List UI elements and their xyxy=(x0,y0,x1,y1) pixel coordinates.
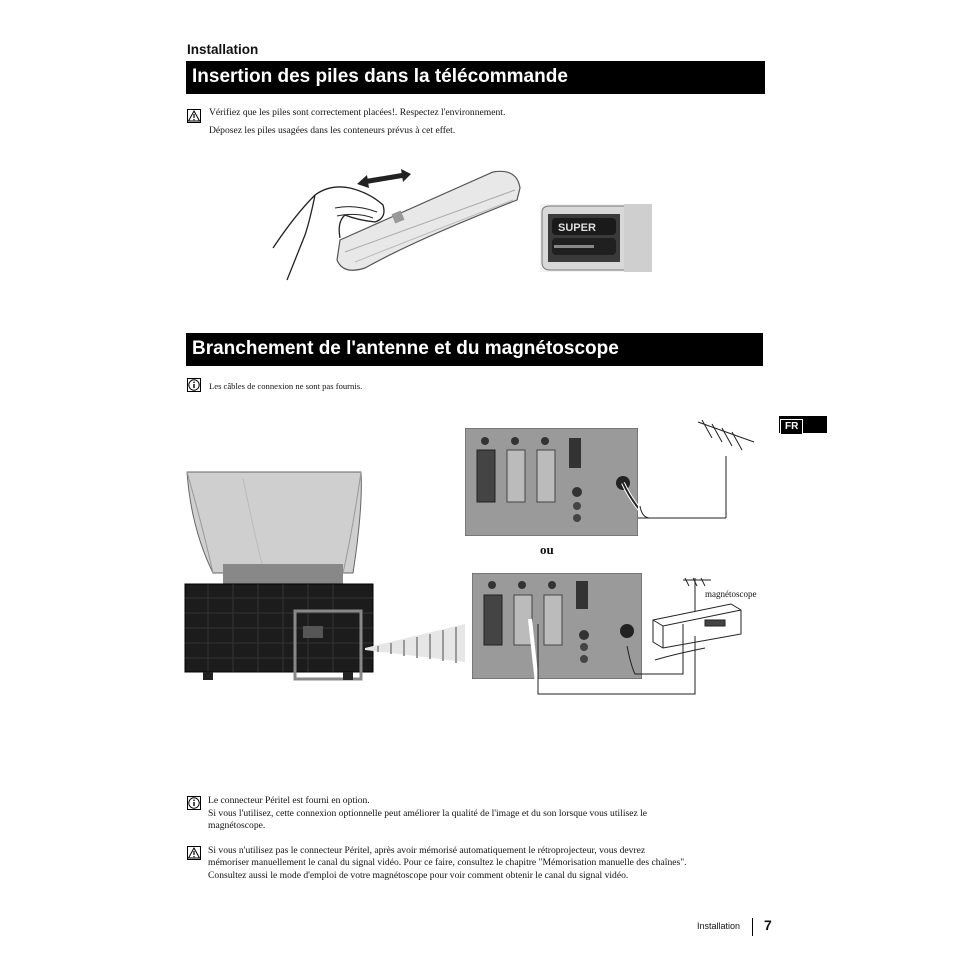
vcr-wiring-diagram xyxy=(535,576,775,698)
note-text: Déposez les piles usagées dans les conteneurs prévus à cet effet. xyxy=(209,125,456,136)
section-label: Installation xyxy=(187,42,259,57)
warning-icon xyxy=(187,846,201,860)
or-label: ou xyxy=(540,542,554,557)
note-text: Si vous n'utilisez pas le connecteur Péritel, après avoir mémorisé automatiquement le rétroprojecteur, vous devrez xyxy=(208,845,646,856)
battery-compartment-photo xyxy=(540,204,652,272)
note-text: mémoriser manuellement le canal du signal vidéo. Pour ce faire, consultez le chapitre "Mémorisation manuelle des chaînes". xyxy=(208,857,687,868)
footer-section-label: Installation xyxy=(697,921,741,931)
note-text: Le connecteur Péritel est fourni en option. xyxy=(208,795,370,806)
note-text: Consultez aussi le mode d'emploi de votre magnétoscope pour voir comment obtenir le canal du signal vidéo. xyxy=(208,870,629,881)
rear-panel-antenna-connection xyxy=(465,428,638,536)
battery-label: SUPER xyxy=(558,222,596,234)
language-tab: FR xyxy=(779,416,827,433)
info-icon xyxy=(187,796,201,810)
section-title-batteries: Insertion des piles dans la télécommande xyxy=(186,61,765,94)
warning-icon xyxy=(187,109,201,123)
page-number: 7 xyxy=(764,917,772,933)
section-title-antenna-vcr: Branchement de l'antenne et du magnétoscope xyxy=(186,333,763,366)
note-text: Les câbles de connexion ne sont pas fournis. xyxy=(209,381,363,391)
projector-tv-illustration xyxy=(183,468,468,683)
vcr-label: magnétoscope xyxy=(705,589,757,599)
note-text: magnétoscope. xyxy=(208,820,266,831)
remote-battery-insertion-illustration xyxy=(265,160,525,285)
note-text: Si vous l'utilisez, cette connexion optionnelle peut améliorer la qualité de l'image et du son lorsque vous utilisez le xyxy=(208,808,648,819)
antenna-cable-diagram xyxy=(636,408,766,523)
note-text: Vérifiez que les piles sont correctement placées!. Respectez l'environnement. xyxy=(209,107,506,118)
footer-divider xyxy=(752,918,753,936)
info-icon xyxy=(187,378,201,392)
